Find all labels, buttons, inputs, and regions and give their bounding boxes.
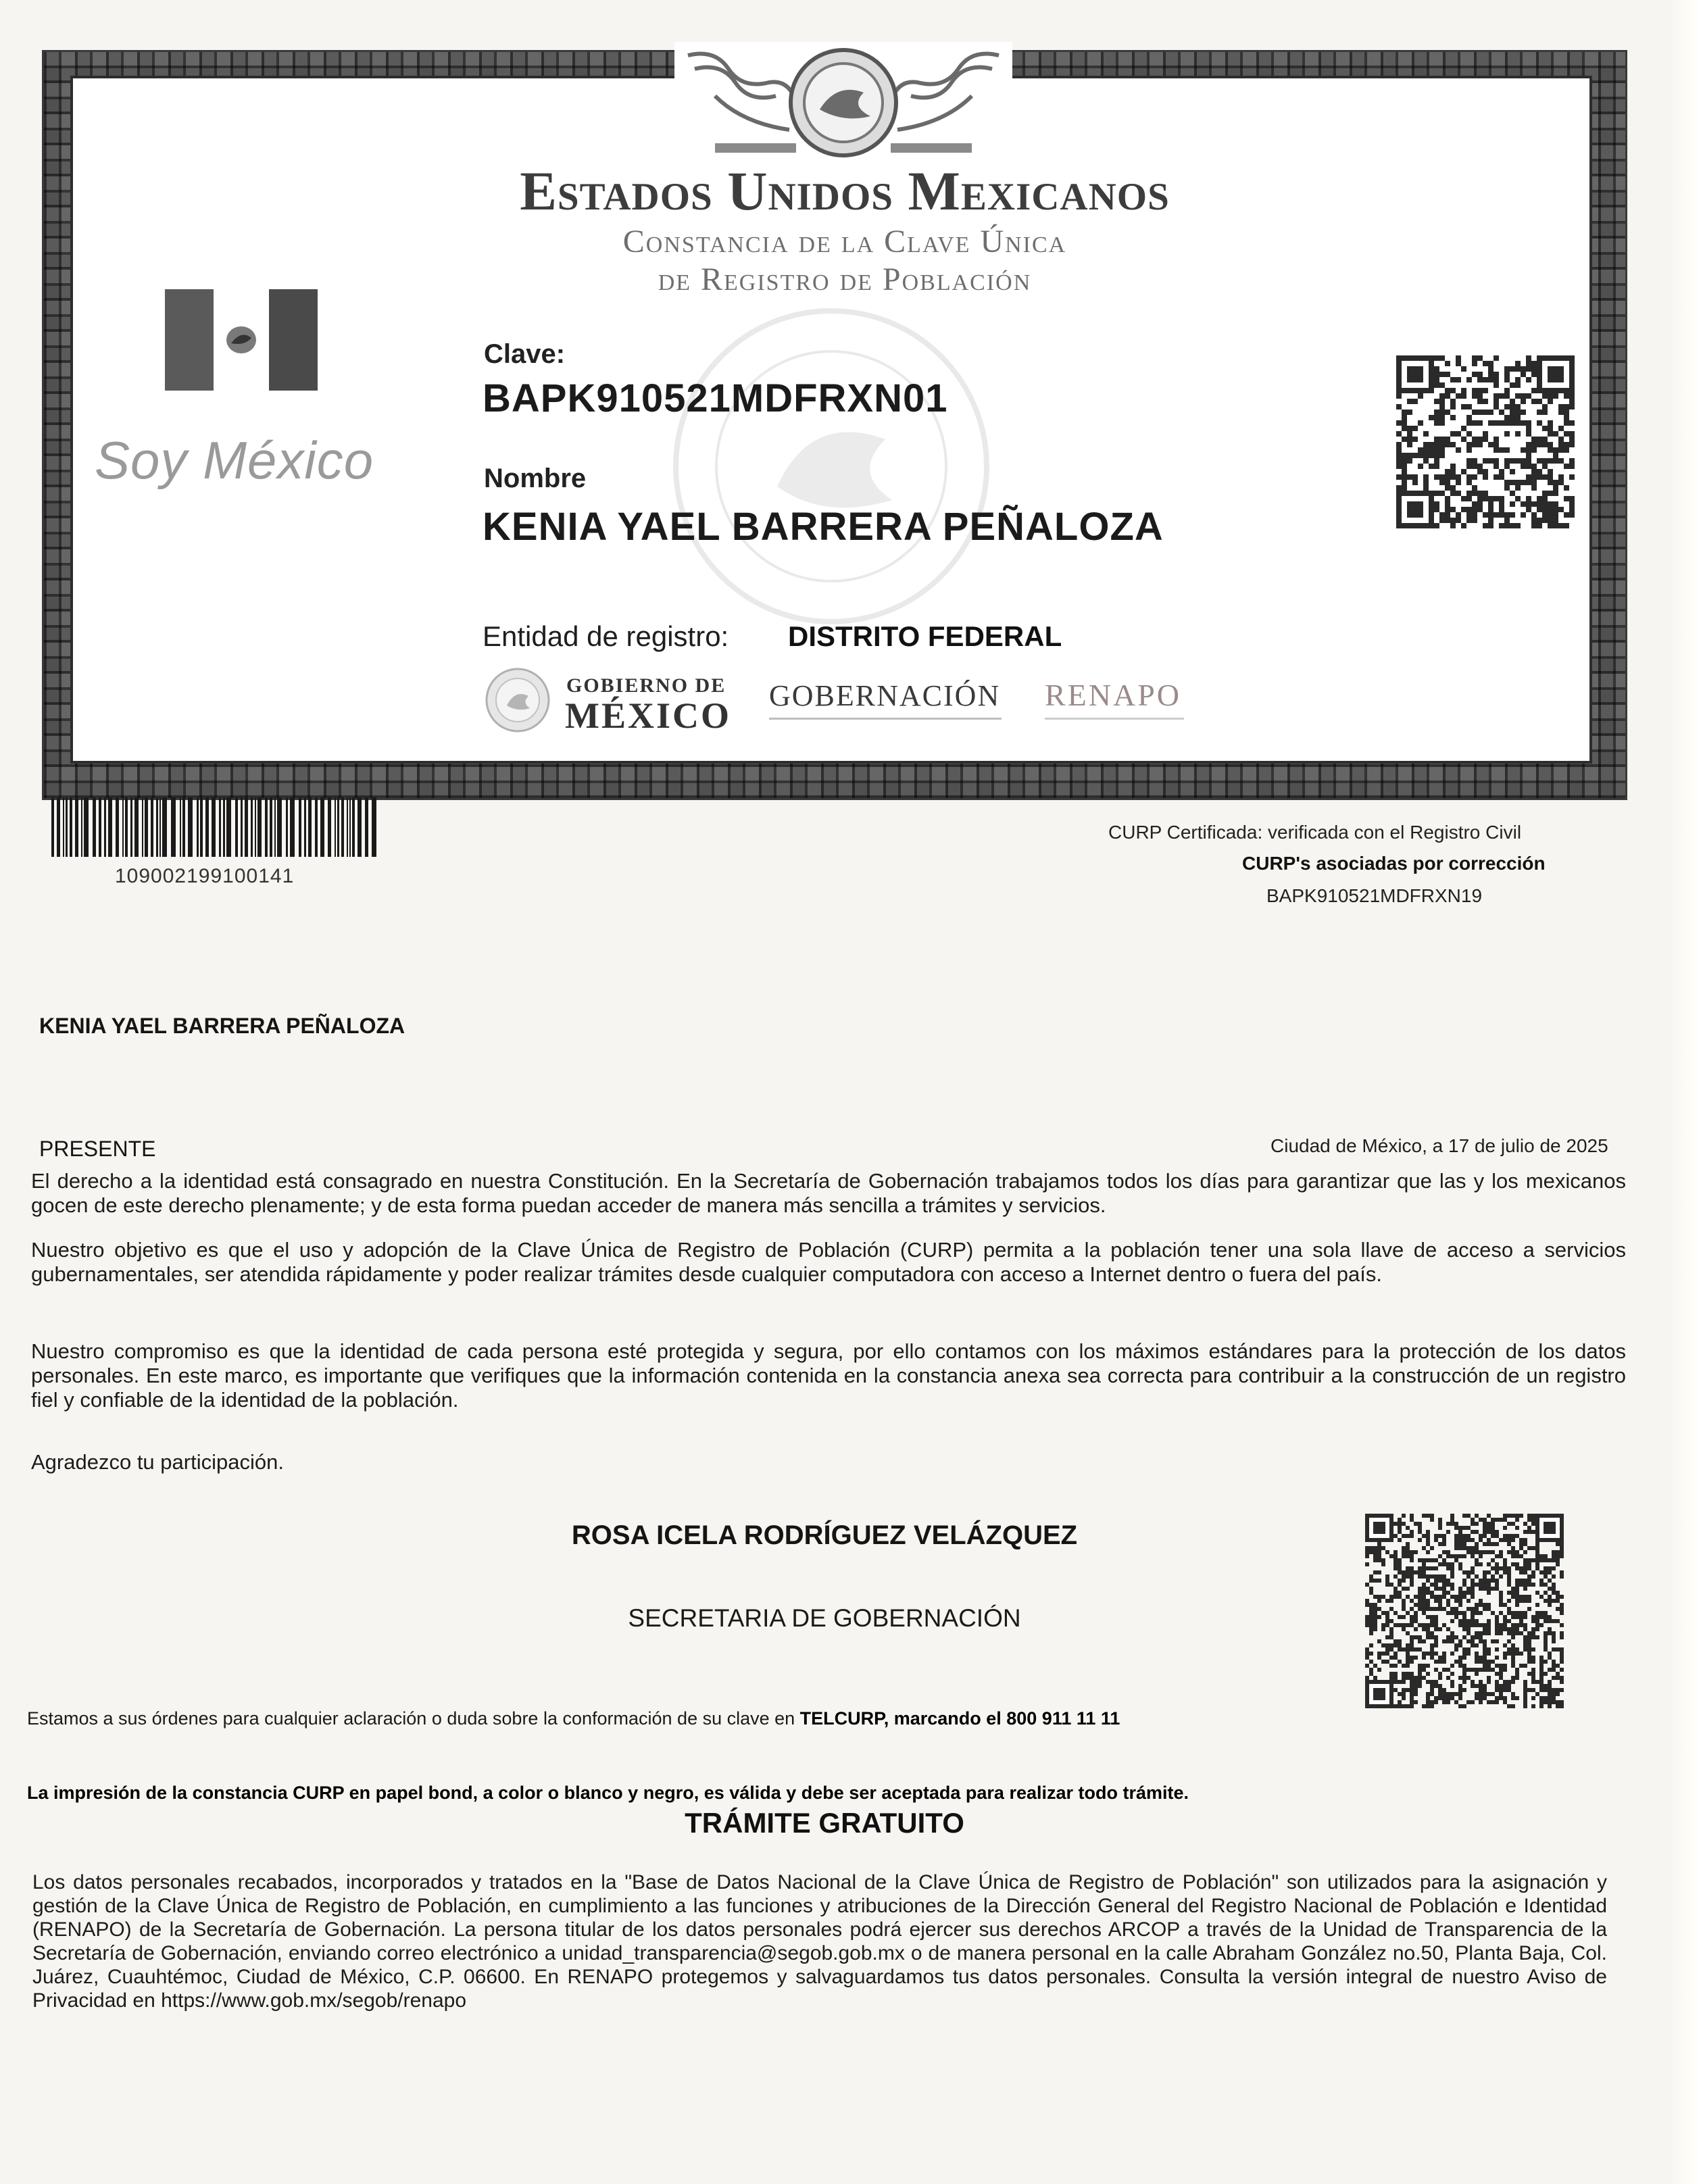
document-subtitle-line1: Constancia de la Clave Única xyxy=(622,224,1067,259)
signatory-name: ROSA ICELA RODRÍGUEZ VELÁZQUEZ xyxy=(571,1520,1078,1550)
gobernacion-underline xyxy=(769,718,1002,720)
validity-notice: La impresión de la constancia CURP en papel bond, a color o blanco y negro, es válida y debe ser aceptada para realizar todo trámite. xyxy=(27,1783,1189,1803)
barcode-icon xyxy=(50,797,381,857)
clave-value: BAPK910521MDFRXN01 xyxy=(483,376,948,420)
gobierno-de-label: GOBIERNO DE xyxy=(566,674,726,697)
clave-label: Clave: xyxy=(484,339,566,369)
privacy-notice: Los datos personales recabados, incorporados y tratados en la "Base de Datos Nacional de la Clave Única de Registro de Población" son utilizados para la asignación y gestión de la Clave Única de Registro de Población, en cumplimiento a las funciones y atribuciones de la Dirección General del Registro Nacional de Población e Identidad (RENAPO) de la Secretaría de Gobernación. La persona titular de los datos personales podrá ejercer sus derechos ARCOP a través de la Unidad de Transparencia de la Secretaría de Gobernación, enviando correo electrónico a unidad_transparencia@segob.gob.mx o de manera personal en la calle Abraham González no.50, Planta Baja, Col. Juárez, Cuauhtémoc, Ciudad de México, C.P. 06600. En RENAPO protegemos y salvaguardamos tus datos personales. Consulta la versión integral de nuestro Aviso de Privacidad en https://www.gob.mx/segob/renapo xyxy=(32,1871,1607,2012)
document-subtitle-line2: de Registro de Población xyxy=(658,262,1032,297)
telcurp-contact-line xyxy=(27,1708,1120,1729)
nombre-value: KENIA YAEL BARRERA PEÑALOZA xyxy=(483,505,1164,549)
mexico-flag-icon xyxy=(165,289,318,391)
page-edge xyxy=(1669,0,1703,2184)
entidad-label: Entidad de registro: xyxy=(483,620,729,652)
nombre-label: Nombre xyxy=(484,464,587,493)
signatory-title: SECRETARIA DE GOBERNACIÓN xyxy=(628,1604,1021,1632)
letter-paragraph-1: El derecho a la identidad está consagrado en nuestra Constitución. En la Secretaría de Gobernación trabajamos todos los días para garantizar que las y los mexicanos gocen de este derecho plenamente; y de esta forma puedan acceder de manera más sencilla a trámites y servicios. xyxy=(31,1169,1626,1217)
qr-code-icon xyxy=(1396,355,1576,528)
curp-asociadas-title: CURP's asociadas por corrección xyxy=(1242,853,1546,874)
letter-addressee: KENIA YAEL BARRERA PEÑALOZA xyxy=(39,1014,405,1038)
qr-code-icon xyxy=(1365,1514,1564,1710)
letter-paragraph-2: Nuestro objetivo es que el uso y adopción de la Clave Única de Registro de Población (CURP) permita a la población tener una sola llave de acceso a servicios gubernamentales, ser atendida rápidamente y poder realizar trámites desde cualquier computadora con acceso a Internet dentro o fuera del país. xyxy=(31,1238,1626,1286)
letter-date: Ciudad de México, a 17 de julio de 2025 xyxy=(1270,1135,1608,1156)
barcode-number: 109002199100141 xyxy=(115,865,295,887)
soy-mexico-label: Soy México xyxy=(95,430,374,490)
tramite-gratuito-heading: TRÁMITE GRATUITO xyxy=(685,1807,964,1839)
letter-closing: Agradezco tu participación. xyxy=(31,1450,284,1474)
gobernacion-logo-label: GOBERNACIÓN xyxy=(769,679,1001,712)
curp-asociadas-value: BAPK910521MDFRXN19 xyxy=(1266,885,1483,906)
document-title: Estados Unidos Mexicanos xyxy=(520,160,1170,222)
renapo-logo-label: RENAPO xyxy=(1045,678,1182,712)
watermark-seal-icon xyxy=(608,297,1054,635)
telcurp-number: TELCURP, marcando el 800 911 11 11 xyxy=(799,1708,1120,1729)
telcurp-text: Estamos a sus órdenes para cualquier aclaración o duda sobre la conformación de su clave en xyxy=(27,1708,800,1729)
letter-presente: PRESENTE xyxy=(39,1137,156,1161)
aztec-eagle-crest-icon xyxy=(674,42,1012,164)
mexico-logo-label: MÉXICO xyxy=(565,695,731,736)
renapo-underline xyxy=(1045,718,1184,720)
entidad-value: DISTRITO FEDERAL xyxy=(788,620,1062,652)
curp-certificada-note: CURP Certificada: verificada con el Registro Civil xyxy=(1108,822,1522,843)
letter-paragraph-3: Nuestro compromiso es que la identidad de cada persona esté protegida y segura, por ello contamos con los máximos estándares para la protección de los datos personales. En este marco, es importante que verifiques que la información contenida en la constancia anexa sea correcta para contribuir a la construcción de un registro fiel y confiable de la identidad de la población. xyxy=(31,1339,1626,1412)
gobierno-seal-icon xyxy=(484,666,551,734)
